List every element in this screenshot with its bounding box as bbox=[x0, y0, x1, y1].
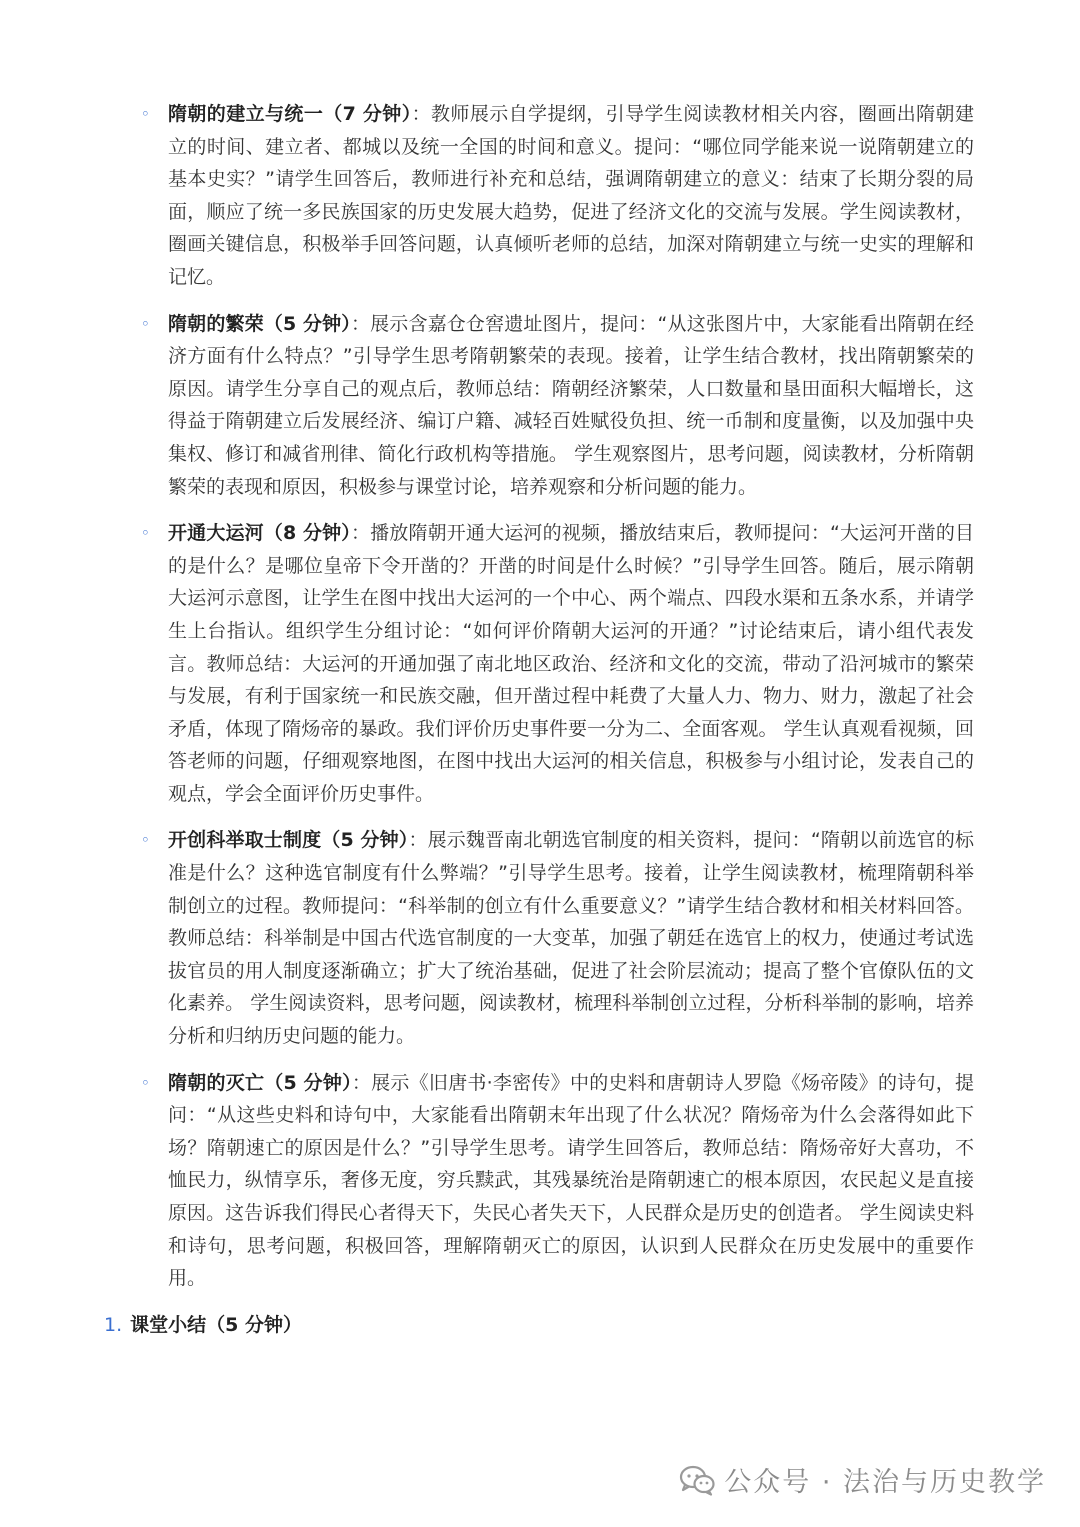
step-title: 隋朝的灭亡（5 分钟） bbox=[168, 1071, 352, 1094]
step-body: 展示含嘉仓仓窖遗址图片，提问：“从这张图片中，大家能看出隋朝在经济方面有什么特点？”引导学生思考隋朝繁荣的表现。接着，让学生结合教材，找出隋朝繁荣的原因。请学生分享自己的观点后，教师总结：隋朝经济繁荣，人口数量和垦田面积大幅增长，这得益于隋朝建立后发展经济、编订户籍、减轻百姓赋役负担、统一币制和度量衡，以及加强中央集权、修订和减省刑律、简化行政机构等措施。 学生观察图片，思考问题，阅读教材，分析隋朝繁荣的表现和原因，积极参与课堂讨论，培养观察和分析问题的能力。 bbox=[168, 312, 974, 498]
step-body: 教师展示自学提纲，引导学生阅读教材相关内容，圈画出隋朝建立的时间、建立者、都城以及统一全国的时间和意义。提问：“哪位同学能来说一说隋朝建立的基本史实？”请学生回答后，教师进行补充和总结，强调隋朝建立的意义：结束了长期分裂的局面，顺应了统一多民族国家的历史发展大趋势，促进了经济文化的交流与发展。学生阅读教材，圈画关键信息，积极举手回答问题，认真倾听老师的总结，加深对隋朝建立与统一史实的理解和记忆。 bbox=[168, 103, 974, 288]
bullet-icon: ◦ bbox=[141, 831, 150, 850]
watermark bbox=[678, 1460, 1046, 1499]
bullet-icon: ◦ bbox=[141, 314, 150, 333]
step-separator: ： bbox=[351, 1071, 372, 1094]
step-title: 隋朝的建立与统一（7 分钟） bbox=[168, 103, 412, 125]
step-separator: ： bbox=[411, 103, 432, 125]
document-body bbox=[0, 98, 1080, 1341]
step-body: 展示魏晋南北朝选官制度的相关资料，提问：“隋朝以前选官的标准是什么？这种选官制度有什么弊端？”引导学生思考。接着，让学生阅读教材，梳理隋朝科举制创立的过程。教师提问：“科举制的创立有什么重要意义？”请学生结合教材和相关材料回答。教师总结：科举制是中国古代选官制度的一大变革，加强了朝廷在选官上的权力，使通过考试选拔官员的用人制度逐渐确立；扩大了统治基础，促进了社会阶层流动；提高了整个官僚队伍的文化素养。 学生阅读资料，思考问题，阅读教材，梳理科举制创立过程，分析科举制的影响，培养分析和归纳历史问题的能力。 bbox=[168, 829, 974, 1048]
list-number: 1. bbox=[104, 1313, 123, 1336]
step-separator: ： bbox=[408, 829, 428, 852]
lesson-steps-list bbox=[0, 98, 1080, 1295]
bullet-icon: ◦ bbox=[141, 524, 150, 543]
step-title: 隋朝的繁荣（5 分钟） bbox=[168, 312, 351, 335]
watermark-text: 公众号 · 法治与历史教学 bbox=[724, 1467, 1046, 1498]
list-item bbox=[141, 98, 974, 294]
step-separator: ： bbox=[350, 522, 371, 545]
list-item bbox=[141, 517, 974, 810]
list-item bbox=[141, 824, 974, 1052]
list-item bbox=[141, 308, 974, 504]
step-title: 开创科举取士制度（5 分钟） bbox=[168, 829, 409, 852]
wechat-icon bbox=[678, 1464, 716, 1496]
step-title: 开通大运河（8 分钟） bbox=[168, 522, 351, 545]
bullet-icon: ◦ bbox=[141, 105, 150, 123]
section-title: 课堂小结（5 分钟） bbox=[130, 1313, 302, 1336]
ordered-list-item bbox=[104, 1309, 1080, 1341]
step-body: 展示《旧唐书·李密传》中的史料和唐朝诗人罗隐《炀帝陵》的诗句，提问：“从这些史料和诗句中，大家能看出隋朝末年出现了什么状况？隋炀帝为什么会落得如此下场？隋朝速亡的原因是什么？”引导学生思考。请学生回答后，教师总结：隋炀帝好大喜功，不恤民力，纵情享乐，奢侈无度，穷兵黩武，其残暴统治是隋朝速亡的根本原因，农民起义是直接原因。这告诉我们得民心者得天下，失民心者失天下，人民群众是历史的创造者。 学生阅读史料和诗句，思考问题，积极回答，理解隋朝灭亡的原因，认识到人民群众在历史发展中的重要作用。 bbox=[168, 1071, 974, 1290]
bullet-icon: ◦ bbox=[141, 1073, 150, 1092]
step-separator: ： bbox=[350, 312, 371, 335]
step-body: 播放隋朝开通大运河的视频，播放结束后，教师提问：“大运河开凿的目的是什么？是哪位皇帝下令开凿的？开凿的时间是什么时候？”引导学生回答。随后，展示隋朝大运河示意图，让学生在图中找出大运河的一个中心、两个端点、四段水渠和五条水系，并请学生上台指认。组织学生分组讨论：“如何评价隋朝大运河的开通？”讨论结束后，请小组代表发言。教师总结：大运河的开通加强了南北地区政治、经济和文化的交流，带动了沿河城市的繁荣与发展，有利于国家统一和民族交融，但开凿过程中耗费了大量人力、物力、财力，激起了社会矛盾，体现了隋炀帝的暴政。我们评价历史事件要一分为二、全面客观。 学生认真观看视频，回答老师的问题，仔细观察地图，在图中找出大运河的相关信息，积极参与小组讨论，发表自己的观点，学会全面评价历史事件。 bbox=[168, 522, 974, 805]
list-item bbox=[141, 1067, 974, 1295]
